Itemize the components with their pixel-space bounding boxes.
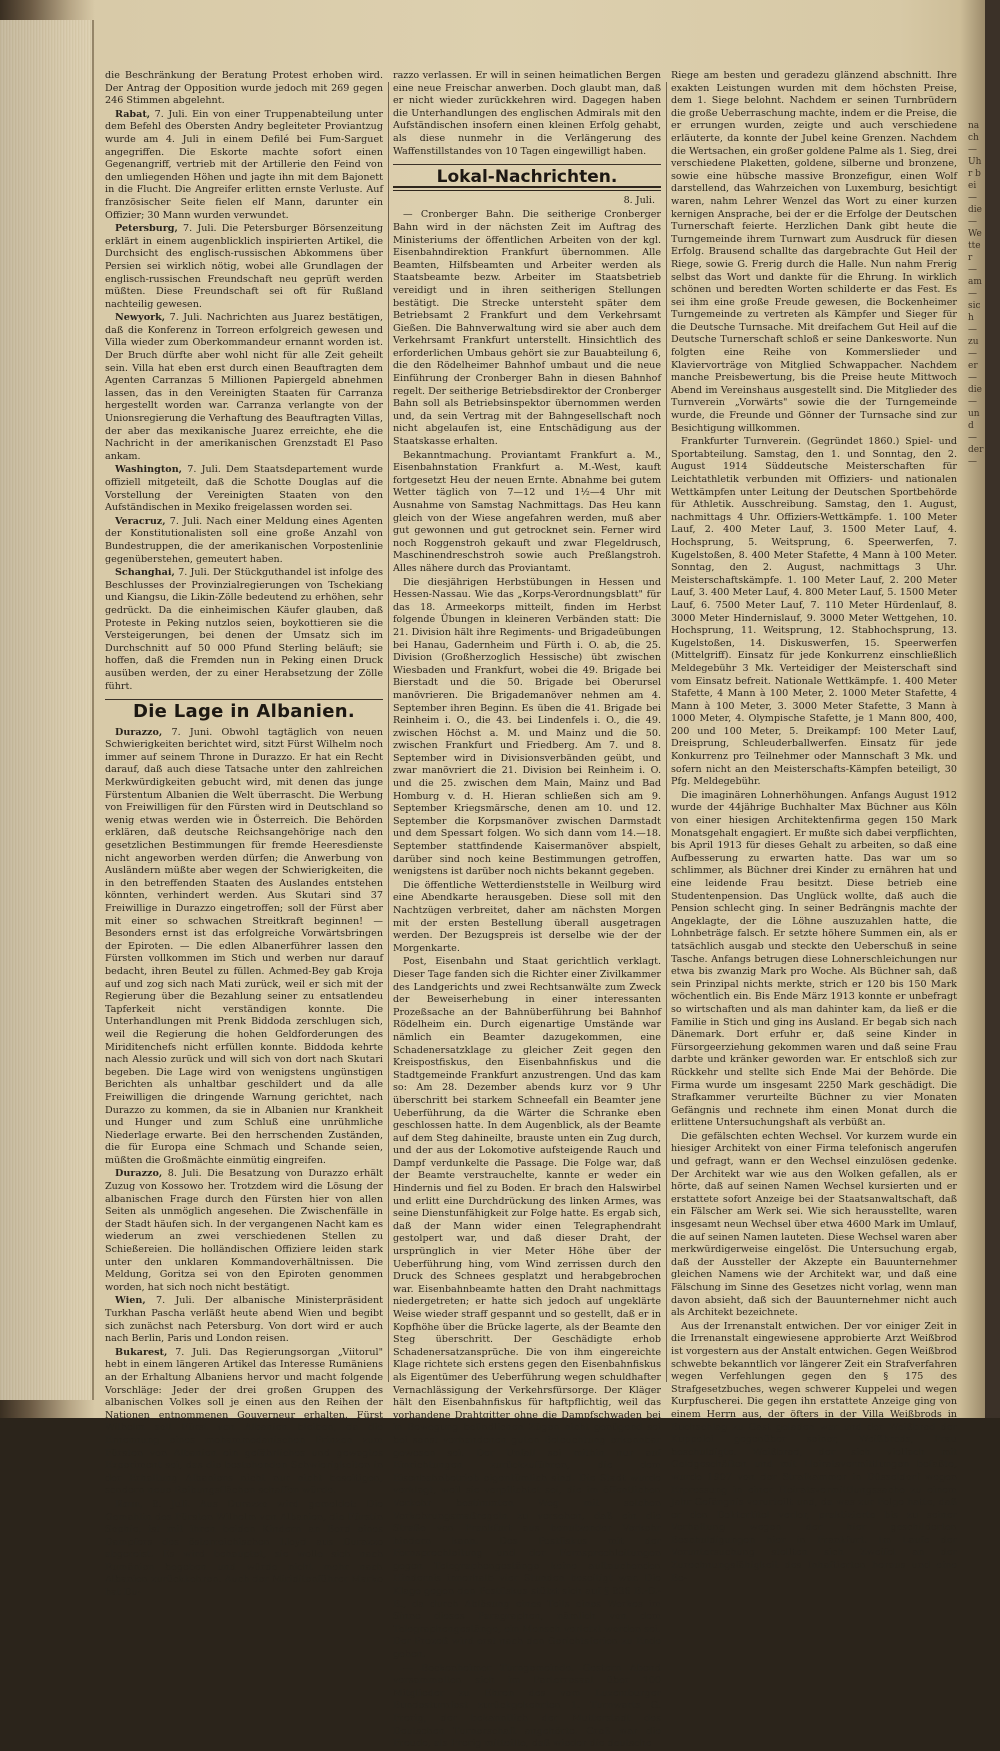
- news-item: Bukarest, 7. Juli. Das Regierungsorgan „Viitorul" hebt in einem längeren Artikel das Interesse Rumäniens an der Erhaltung Albaniens hervor und macht folgende Vorschläge: Jeder der drei großen Gruppen des albanischen Volkes soll je einen aus den Reihen der Nationen entnommenen Gouverneur erhalten. Fürst Wilhelm soll Fürst von Albanien bleiben, da die Ernennung eines mohammedanischen Prinzen zum Fürsten von Albanien ein gefährliches und gewagtes Experiment sei, das die bestehenden Schwierigkeiten in der Erhaltung Albaniens nicht nur nicht beseitigen, sondern neue Reibungsflächen schaffen würde.: [105, 1346, 383, 1497]
- dateline-place: Rabat,: [115, 108, 151, 120]
- paragraph: razzo verlassen. Er will in seinen heimatlichen Bergen eine neue Freischar anwerben. Doch glaubt man, daß er nicht wieder zurückkehren wird. Dagegen haben die Unterhandlungen des englischen Admirals mit den Aufständischen insofern einen kleinen Erfolg gehabt, als diese nunmehr in die Verlängerung des Waffenstillstandes von 10 Tagen eingewilligt haben.: [393, 70, 661, 157]
- column-middle: [393, 70, 661, 1750]
- column-left: [105, 70, 383, 1599]
- local-news-item: Frankfurter Turnverein. (Gegründet 1860.) Spiel- und Sportabteilung. Samstag, den 1. und Sonntag, den 2. August 1914 Süddeutsche Meisterschaften für Leichtathletik verbunden mit Offiziers- und nationalen Wettkämpfen unter Leitung der Deutschen Sportbehörde für Athletik. Ausschreibung. Samstag, den 1. August, nachmittags 4 Uhr. Offiziers-Wettkämpfe. 1. 100 Meter Lauf, 2. 400 Meter Lauf, 3. 1500 Meter Lauf, 4. Hochsprung, 5. Weitsprung, 6. Speerwerfen, 7. Kugelstoßen, 8. 400 Meter Stafette, 4 Mann à 100 Meter. Sonntag, den 2. August, nachmittags 3 Uhr. Meisterschaftskämpfe. 1. 100 Meter Lauf, 2. 200 Meter Lauf, 3. 400 Meter Lauf, 4. 800 Meter Lauf, 5. 1500 Meter Lauf, 6. 7500 Meter Lauf, 7. 110 Meter Hürdenlauf, 8. 3000 Meter Hindernislauf, 9. 3000 Meter Wettgehen, 10. Hochsprung, 11. Weitsprung, 12. Stabhochsprung, 13. Kugelstoßen, 14. Diskuswerfen, 15. Speerwerfen (Mittelgriff). Einsatz für jede Konkurrenz einschließlich Meldegebühr 3 Mk. Verteidiger der Meisterschaft sind vom Einsatz befreit. Nationale Wettkämpfe. 1. 400 Meter Stafette, 4 Mann à 100 Meter, 2. 1000 Meter Stafette, 4 Mann à 100 Meter, 3. 3000 Meter Stafette, 3 Mann à 1000 Meter, 4. Olympische Stafette, je 1 Mann 800, 400, 200 und 100 Meter, 5. Dreikampf: 100 Meter Lauf, Dreisprung, Schleuderballwerfen. Einsatz für jede Konkurrenz pro Teilnehmer oder Mannschaft 3 Mk. und sofern nicht an den Meisterschafts-Kämpfen beteiligt, 30 Pfg. Meldegebühr.: [671, 436, 957, 788]
- dateline-place: Durazzo,: [115, 726, 163, 738]
- local-news-item: — Cronberger Bahn. Die seitherige Cronberger Bahn wird in der nächsten Zeit im Auftrag des Ministeriums der öffentlichen Arbeiten von der kgl. Eisenbahndirektion Frankfurt übernommen. Alle Beamten, Hilfsbeamten und Arbeiter werden als Staatsbeamte bezw. Arbeiter im Staatsbetrieb vereidigt und in ihren seitherigen Stellungen bestätigt. Die Strecke untersteht später dem Betriebsamt 2 Frankfurt und dem Verkehrsamt Gießen. Die Bahnverwaltung wird sie aber auch dem Verkehrsamt Frankfurt unterstellt. Hinsichtlich des erforderlichen Umbaus gehört sie zur Bauabteilung 6, die den Rödelheimer Bahnhof umbaut und die neue Einführung der Cronberger Bahn in diesen Bahnhof regelt. Der seitherige Betriebsdirektor der Cronberger Bahn soll als Betriebsinspektor übernommen werden und, da sein Vertrag mit der Bahngesellschaft noch nicht abgelaufen ist, eine Entschädigung aus der Staatskasse erhalten.: [393, 209, 661, 448]
- section-heading-local-news: Lokal-Nachrichten.: [436, 167, 618, 188]
- local-news-item: Die öffentliche Wetterdienststelle in Weilburg wird eine Abendkarte herausgeben. Diese soll mit den Nachtzügen verbreitet, daher am nächsten Morgen mit der ersten Bestellung überall ausgetragen werden. Der Bezugspreis ist derselbe wie der der Morgenkarte.: [393, 879, 661, 954]
- news-item: Wien, 7. Juli. Der albanische Ministerpräsident Turkhan Pascha verläßt heute abend Wien und begibt sich zunächst nach Petersburg. Von dort wird er auch nach Berlin, Paris und London reisen.: [105, 1295, 383, 1345]
- paragraph: die Beschränkung der Beratung Protest erhoben wird. Der Antrag der Opposition wurde jedoch mit 269 gegen 246 Stimmen abgelehnt.: [105, 70, 383, 107]
- dateline-place: Bukarest,: [115, 1346, 168, 1358]
- news-item: Schanghai, 7. Juli. Der Stückguthandel ist infolge des Beschlusses der Provinzialregierungen von Tschekiang und Kiangsu, die Likin-Zölle bedeutend zu erhöhen, sehr gedrückt. Da die einheimischen Käufer glauben, daß Proteste in Peking nutzlos seien, boykottieren sie die Versteigerungen, bei denen der Umsatz sich im Durchschnitt auf 50 000 Pfund Sterling beläuft; sie hoffen, daß die Fremden nun in Peking einen Druck ausüben werden, der zu einer Herabsetzung der Zölle führt.: [105, 567, 383, 692]
- news-item: Rom, 8. Juli. Aus Durazzo wird gemeldet: Die Gemahlin des Fürsten Wilhelm von Albanien, die Fürstin Sophie, ist mit ihren beiden Kindern an Bord eines Dampfers des österreichischen Lloyd aus Durazzo abgereist. Es wird behauptet, sie wolle sich nach Rumänien begeben und würde nicht mehr nach Albanien zurückkehren. Auch der Miriditenführer Marko hat Du-: [105, 1498, 383, 1599]
- dateline-place: Veracruz,: [115, 515, 166, 527]
- adjacent-page-edge-text: nach — Uhr bei — die — Wetter — am — sich — zu — er — die — und — der —: [968, 121, 984, 467]
- scan-right-border: [985, 0, 1000, 1418]
- local-news-item: — Bockenheimer Turngemeinde. Gestern Abend versammelten sich im Parterresaal über 100 Mitglieder zu Ehren des vom Luxemburger Bundesturnfest zurückgekehrten 1. Turnwarts G. Frerig, der bekanntlich der Mutterstadt des Deutschen Turnerschaft angehörte. Groß war die Freude, als Frerig mitteilte, daß wieder die deutsche: [393, 1662, 661, 1750]
- dateline-place: Petersburg,: [115, 223, 178, 235]
- separator: [393, 164, 661, 165]
- local-news-item: Die diesjährigen Herbstübungen in Hessen und Hessen-Nassau. Wie das „Korps-Verordnungsblatt" für das 18. Armeekorps mitteilt, finden im Herbst folgende Übungen in kleineren Verbänden statt: Die 21. Division hält ihre Regiments- und Brigadeübungen bei Hanau, Gadernheim und Fürth i. O. ab, die 25. Division (Großherzoglich Hessische) übt zwischen Wiesbaden und Frankfurt, wobei die 49. Brigade bei Bierstadt und die 50. Brigade bei Oberursel manövrieren. Die Brigademanöver nehmen am 4. September ihren Beginn. Es üben die 41. Brigade bei Reinheim i. O., die 43. bei Lindenfels i. O., die 49. zwischen Höchst a. M. und Mainz und die 50. zwischen Frankfurt und Friedberg. Am 7. und 8. September wird in Divisionsverbänden geübt, und zwar manövriert die 21. Division bei Reinheim i. O. und die 25. zwischen dem Main, Mainz und Bad Homburg v. d. H. Hieran schließen sich am 9. September Kriegsmärsche, denen am 10. und 12. September die Korpsmanöver zwischen Darmstadt und dem Spessart folgen. Wo sich dann vom 14.—18. September stattfindende Kaisermanöver abspielt, darüber sind noch keine Bestimmungen getroffen, wenigstens ist darüber noch nichts bekannt gegeben.: [393, 576, 661, 878]
- news-item: Rabat, 7. Juli. Ein von einer Truppenabteilung unter dem Befehl des Obersten Andry begleiteter Proviantzug wurde am 4. Juli in einem Defilé bei Fum-Sarguet angegriffen. Die Eskorte machte sofort einen Gegenangriff, vertrieb mit der Artillerie den Feind von den umliegenden Höhen und jagte ihn mit dem Bajonett in die Flucht. Die Angreifer erlitten ernste Verluste. Auf französischer Seite fielen elf Mann, darunter ein Offizier; 30 Mann wurden verwundet.: [105, 108, 383, 221]
- news-item: Washington, 7. Juli. Dem Staatsdepartement wurde offiziell mitgeteilt, daß die Schotte Douglas auf die Vorstellung der Vereinigten Staaten von den Aufständischen in Mexiko freigelassen worden sei.: [105, 464, 383, 514]
- news-item: Petersburg, 7. Juli. Die Petersburger Börsenzeitung erklärt in einem augenblicklich inspirierten Artikel, die Durchsicht des englisch-russischen Abkommens über Persien sei wirklich nötig, wobei alle Grundlagen der englisch-russischen Freundschaft neu geprüft werden müßten. Diese Freundschaft sei oft für Rußland nachteilig gewesen.: [105, 223, 383, 310]
- local-news-item: Die imaginären Lohnerhöhungen. Anfangs August 1912 wurde der 44jährige Buchhalter Max Büchner aus Köln von einer hiesigen Architektenfirma gegen 150 Mark Monatsgehalt engagiert. Er mußte sich dabei verpflichten, bis April 1913 für dieses Gehalt zu arbeiten, so daß eine Aufbesserung zu erwarten hatte. Das war um so schlimmer, als Büchner drei Kinder zu ernähren hat und eine leidende Frau besitzt. Diese betrieb eine Studentenpension. Das Unglück wollte, daß auch die Pension schlecht ging. In seiner Bedrängnis machte der Angeklagte, der die Löhne auszuzahlen hatte, die Lohnbeträge falsch. Er setzte höhere Summen ein, als er tatsächlich ausgab und steckte den Ueberschuß in seine Tasche. Anfangs betrugen diese Lohnerschleichungen nur etwa bis zwanzig Mark pro Woche. Als Büchner sah, daß sein Prinzipal nichts merkte, strich er 120 bis 150 Mark wöchentlich ein. Bis Ende März 1913 konnte er unbefragt so wirtschaften und als man dahinter kam, da ließ er die Familie in Stich und ging ins Ausland. Er begab sich nach Dänemark. Dort erfuhr er, daß seine Kinder in Fürsorgeerziehung gekommen waren und daß seine Frau darbte und kränker geworden war. Er entschloß sich zur Rückkehr und stellte sich Ende Mai der Behörde. Die Firma wurde um insgesamt 2250 Mark geschädigt. Die Strafkammer verurteilte Büchner zu vier Monaten Gefängnis und rechnete ihm einen Monat durch die erlittene Untersuchungshaft als verbüßt an.: [671, 789, 958, 1129]
- column-rule: [666, 82, 667, 1382]
- section-heading-albania: Die Lage in Albanien.: [132, 701, 356, 723]
- local-news-item: Bekanntmachung. Proviantamt Frankfurt a. M., Eisenbahnstation Frankfurt a. M.-West, kauft fortgesetzt Heu der neuen Ernte. Abnahme bei gutem Wetter täglich von 7—12 und 1½—4 Uhr mit Ausnahme von Samstag Nachmittags. Das Heu kann gleich von der Wiese angefahren werden, muß aber gut gewonnen und gut getrocknet sein. Ferner wird noch Roggenstroh gekauft und zwar Flegeldrusch, Maschinendreschstroh sowie auch Preßlangstroh. Alles nähere durch das Proviantamt.: [393, 449, 661, 574]
- column-rule: [388, 82, 389, 1382]
- dateline-place: Schanghai,: [115, 567, 175, 579]
- dateline-place: Rom,: [115, 1498, 143, 1510]
- news-item: Veracruz, 7. Juli. Nach einer Meldung eines Agenten der Konstitutionalisten soll eine große Anzahl von Bundestruppen, die der amerikanischen Vorpostenlinie gegenüberstehen, gemeutert haben.: [105, 515, 383, 565]
- news-item: Durazzo, 7. Juni. Obwohl tagtäglich von neuen Schwierigkeiten berichtet wird, sitzt Fürst Wilhelm noch immer auf seinem Throne in Durazzo. Er hat ein Recht darauf, daß auch diese Tatsache unter den zahlreichen Merkwürdigkeiten gebucht wird, mit denen das junge Fürstentum Albanien die Welt überrascht. Die Werbung von Freiwilligen für den Fürsten wird in Deutschland so wenig etwas werden wie in Österreich. Die Behörden erklären, daß deutsche Reichsangehörige nach den gesetzlichen Bestimmungen für fremde Heeresdienste nicht angeworben werden dürfen; die Anwerbung von Ausländern müßte aber wegen der Schwierigkeiten, die in den betreffenden Staaten des Auslandes entstehen könnten, verhindert werden. Aus Skutari sind 37 Freiwillige in Durazzo eingetroffen; soll der Fürst aber mit einer so schwachen Streitkraft beginnen! — Besonders ernst ist das erfolgreiche Vorwärtsbringen der Epiroten. — Die edlen Albanerführer lassen den Fürsten vollkommen im Stich und werben nur darauf bedacht, ihren Beutel zu füllen. Achmed-Bey gab Kroja auf und zog sich nach Mati zurück, weil er sich mit der Regierung über die Bezahlung seiner zu entsatlendeu Tapferkeit nicht verständigen konnte. Die Unterhandlungen mit Prenk Biddoda zerschlugen sich, weil die Regierung die hohen Geldforderungen des Miriditenchefs nicht erfüllen konnte. Biddoda kehrte nach Alessio zurück und will sich von dort nach Skutari begeben. Die Lage wird von wenigstens ungünstigen Berichten als unhaltbar geschildert und da alle Freiwilligen die dringende Warnung gerichtet, nach Durazzo zu kommen, da sie in Albanien nur Krankheit und Hunger und zum Schluß eine unrühmliche Niederlage erwarte. Bei den herrschenden Zuständen, die für Europa eine Schmach und Schande seien, müßten die Großmächte einmütig eingreifen.: [105, 726, 383, 1166]
- newspaper-page: [95, 70, 965, 1750]
- news-item: Newyork, 7. Juli. Nachrichten aus Juarez bestätigen, daß die Konferenz in Torreon erfolgreich gewesen und Villa wieder zum Oberkommandeur ernannt worden ist. Der Bruch dürfte aber wohl nicht für alle Zeit geheilt sein. Villa hat eben erst durch einen Beauftragten dem Agenten Carranzas 5 Millionen Papiergeld abnehmen lassen, das in den Vereinigten Staaten für Carranza hergestellt worden war. Carranza verlangte von der Unionsregierung die Verhaftung des Beauftragten Villas, der aber das mexikanische Juarez erreichte, ehe die Nachricht in der amerikanischen Grenzstadt El Paso ankam.: [105, 312, 383, 462]
- dateline-place: Washington,: [115, 464, 183, 476]
- paragraph: Riege am besten und geradezu glänzend abschnitt. Ihre exakten Leistungen wurden mit dem höchsten Preise, dem 1. Siege belohnt. Nachdem er seinen Turnbrüdern die große Ueberraschung machte, indem er die Preise, die er errungen wurden, zeigte und auch verschiedene erläuterte, da konnte der Jubel keine Grenzen. Nachdem die Wertsachen, ein großer goldene Palme als 1. Sieg, drei verschiedene Plaketten, goldene, silberne und bronzene, sowie eine hübsche massive Bronzefigur, einen Wolf darstellend, das Wahrzeichen von Luxemburg, besichtigt waren, nahm Lehrer Wenzel das Wort zu einer kurzen kernigen Ansprache, bei der er die Erfolge der Deutschen Turnerschaft feierte. Herzlichen Dank gibt heute die Turngemeinde ihrem Turnwart zum Ausdruck für diesen Erfolg. Brausend schallte das dargebrachte Gut Heil der Riege, sowie G. Frerig durch die Halle. Nun nahm Frerig selbst das Wort und dankte für die Ehrung. In wirklich schönen und beredten Worten schilderte er das Fest. Es sei ihm eine große Freude gewesen, die Bockenheimer Turngemeinde zu vertreten als Kämpfer und Sieger für die Deutsche Turnsache. Mit dreifachem Gut Heil auf die Deutsche Turnerschaft schloß er seine Dankesworte. Nun folgten eine Reihe von Kommerslieder und Klaviervorträge von Mitglied Schwappacher. Nachdem manche Preisbewertung, bis die Preise heute Mittwoch Abend im Vereinshaus ausgestellt sind. Die Mitglieder des Turnverein „Vorwärts" sowie die der Turngemeinde wurde, die Freunde und Gönner der Turnsache sind zur Besichtigung willkommen.: [671, 70, 957, 434]
- dateline-place: Wien,: [115, 1295, 146, 1307]
- local-news-item: Post, Eisenbahn und Staat gerichtlich verklagt. Dieser Tage fanden sich die Richter einer Zivilkammer des Landgerichts und zwei Rechtsanwälte zum Zweck der Beweiserhebung in einer interessanten Prozeßsache an der Bahnüberführung bei Bahnhof Rödelheim ein. Durch eigenartige Umstände war nämlich ein Beamter dazugekommen, eine Schadenersatzklage zu gleicher Zeit gegen den Kreispostfiskus, den Eisenbahnfiskus und die Stadtgemeinde Frankfurt anzustrengen. Und das kam so: Am 28. Dezember abends kurz vor 9 Uhr überschritt bei starkem Schneefall ein Beamter jene Ueberführung, da die Wärter die Schranke eben geschlossen hatte. In dem Augenblick, als der Beamte auf dem Steg dahineilte, brauste unten ein Zug durch, und der aus der Lokomotive aufsteigende Rauch und Dampf verdunkelte die Passage. Die Folge war, daß der Beamte verstrauchelte, kannte er weder ein Hindernis und fiel zu Boden. Er brach den Halswirbel und erlitt eine Durchdrückung des linken Armes, was seine Dienstunfähigkeit zur Folge hatte. Es ergab sich, daß der Mann wider einen Telegraphendraht gestolpert war, und daß dieser Draht, der ursprünglich in vier Meter Höhe über der Ueberführung hing, vom Wind zerrissen durch den Druck des Schnees gesplatzt und herabgebrochen war. Eisenbahnbeamte hatten den Draht nachmittags niedergetreten; er hatte sich jedoch auf ungeklärte Weise wieder straff gespannt und so gestellt, daß er in Kopfhöhe über die Brücke lagerte, als der Beamte den Steg überschritt. Der Geschädigte erhob Schadenersatzansprüche. Die von ihm eingereichte Klage richtete sich erstens gegen den Eisenbahnfiskus als Eigentümer des Ueberführung wegen schuldhafter Vernachlässigung der Verkehrsfürsorge. Der Kläger hält den Eisenbahnfiskus für haftpflichtig, weil das vorhandene Drahtgitter ohne die Dampfschwaden bei in Bewegung befindlichen Zügen nicht genügend sei bei sonst vorhandenen guten Beleuchtung erkennbar gewesen sei. Der Unfall sei mithin nur auf Einrichtungen zurückzuführen, die dem Eisenbahnbetrieb eigentümlich sind. Die Stadt wurde verklagt, weil sie verpflichtet sei, die im öffentlichen Verkehr bestimmten Weg mit solchen Vorkehrungsmaßregeln zu versehen, daß ein die Straße von Frankfurt aus benutzender Verkehr hindern kann. Des Postfiskus mit der Fernsprechleitung und der Fernsprechleitungen gegen Telegraphengestänge keine auftauchenden Hindernis innerhalb vier Stunden beseitigt war. Die Klage gegen den Postfiskus stützt sich auf § 836 B.-G.-B., da durch Ablösung eines Teils eines Werkes im Sinne dieses Paragraphen, nämlich von dem Telegraphengestänge, ein Mensch verletzt worden sei. Der Prozeß wird erst nach den Gerichtsferien zu Ende gehen.: [393, 956, 661, 1661]
- dateline-place: Newyork,: [115, 312, 166, 324]
- local-news-item: Die gefälschten echten Wechsel. Vor kurzem wurde ein hiesiger Architekt von einer Firma telefonisch angerufen und gefragt, wann er den Wechsel einzulösen gedenke. Der Architekt war wie aus den Wolken gefallen, als er hörte, daß auf seinen Namen Wechsel kursierten und er erstattete sofort Anzeige bei der Staatsanwaltschaft, daß ein Fälscher am Werk sei. Wie sich herausstellte, waren insgesamt neun Wechsel über etwa 4600 Mark im Umlauf, die auf seinen Namen lauteten. Diese Wechsel waren aber merkwürdigerweise eingelöst. Die Untersuchung ergab, daß der Aussteller der Akzepte ein Bauunternehmer gleichen Namens wie der Architekt war, und daß eine Fälschung im Sinne des Gesetzes nicht vorlag, wenn man davon absieht, daß sich der Bauunternehmer nicht auch als Architekt bezeichnete.: [671, 1130, 957, 1319]
- column-right: [671, 70, 958, 1584]
- separator: [105, 699, 383, 700]
- dateline-place: Durazzo,: [115, 1168, 163, 1180]
- local-news-item: Aus der Irrenanstalt entwichen. Der vor einiger Zeit in die Irrenanstalt eingewiesene approbierte Arzt Weißbrod ist vorgestern aus der Anstalt entwichen. Gegen Weißbrod schwebte bekanntlich vor längerer Zeit ein Strafverfahren wegen Verfehlungen gegen den § 175 des Strafgesetzbuches, wegen schwerer Kuppelei und wegen Kurpfuscherei. Die gegen ihn erstattete Anzeige ging von einem Herrn aus, der öfters in der Villa Weißbrods in Buchschlag zu Gast geladen war und der Weißbrod der Kuppelei gegenüber seiner, Weißbrods, Frau beschuldigte. Weißbrod, der sich vielfach mit Geldgeschäften und mit Heiratsvermittlungen befaßte, wurde 1907 von der Strafkammer in Düsseldorf wegen Erpressung in einer Heiratsvermittlungssache zu einem Jahr Gefängnis verurteilt und, da was zur Folge hatte, daß er den Doktortitel verlor, praktizierte bis zu seiner Verhaftung wegen der hier geschilderten Beschuldigungen hier in Frankfurt. Im Laufe der Voruntersuchung stellten sich Zweifel an der Zurechnungsfähigkeit des Inhaftierten heraus und eine Be-: [671, 1320, 957, 1584]
- section-date: 8. Juli.: [623, 194, 655, 206]
- book-binding-edge: [0, 20, 94, 1400]
- news-item: Durazzo, 8. Juli. Die Besatzung von Durazzo erhält Zuzug von Kossowo her. Trotzdem wird die Lösung der albanischen Frage durch den Fürsten hier von allen Seiten als unmöglich angesehen. Die Zwischenfälle in der Stadt häufen sich. In der vergangenen Nacht kam es wiederum an zwei verschiedenen Stellen zu Schießereien. Die holländischen Offiziere leiden stark unter den unklaren Kommandoverhältnissen. Die Meldung, Goritza sei von den Epiroten genommen worden, hat sich noch nicht bestätigt.: [105, 1168, 383, 1293]
